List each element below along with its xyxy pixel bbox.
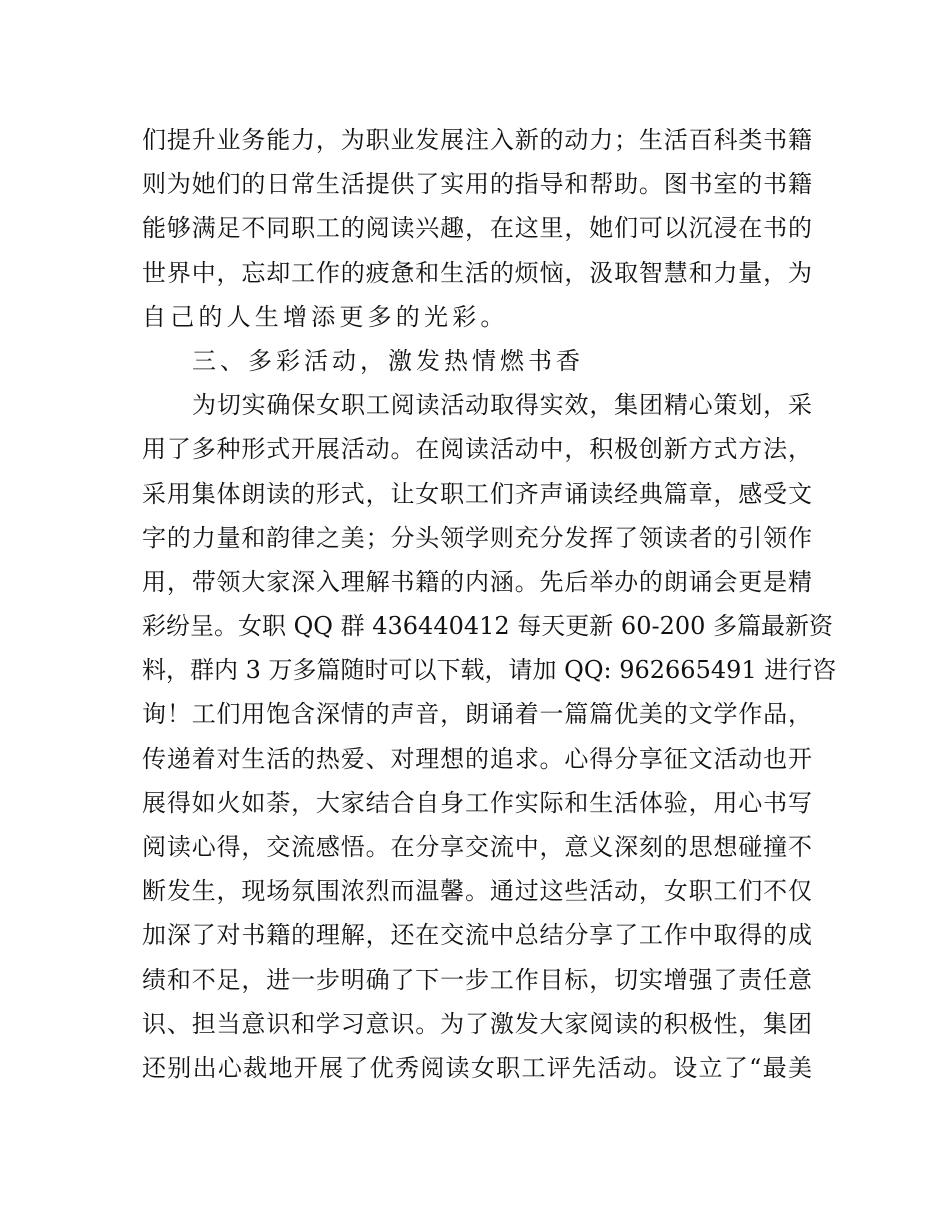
text-line: 传递着对生活的热爱、对理想的追求。心得分享征文活动也开 [142, 744, 812, 773]
text-line: 能够满足不同职工的阅读兴趣，在这里，她们可以沉浸在书的 [142, 214, 812, 243]
text-line: 世界中，忘却工作的疲惫和生活的烦恼，汲取智慧和力量，为 [142, 258, 812, 287]
text-line: 断发生，现场氛围浓烈而温馨。通过这些活动，女职工们不仅 [142, 877, 812, 906]
text-line: 还别出心裁地开展了优秀阅读女职工评先活动。设立了“最美 [142, 1053, 812, 1082]
text-line: 阅读心得，交流感悟。在分享交流中，意义深刻的思想碰撞不 [142, 833, 812, 861]
text-line: 用了多种形式开展活动。在阅读活动中，积极创新方式方法， [142, 435, 812, 464]
text-line: 采用集体朗读的形式，让女职工们齐声诵读经典篇章，感受文 [142, 479, 812, 508]
text-line: 料，群内 3 万多篇随时可以下载，请加 QQ: 962665491 进行咨 [142, 656, 837, 685]
paragraph-1 [142, 118, 812, 339]
text-line: 用，带领大家深入理解书籍的内涵。先后举办的朗诵会更是精 [142, 567, 812, 596]
text-line: 绩和不足，进一步明确了下一步工作目标，切实增强了责任意 [142, 965, 812, 994]
document-body [142, 118, 837, 1090]
text-line: 自己的人生增添更多的光彩。 [142, 302, 509, 331]
text-line: 彩纷呈。女职 QQ 群 436440412 每天更新 60-200 多篇最新资 [142, 612, 834, 641]
text-line: 们提升业务能力，为职业发展注入新的动力；生活百科类书籍 [142, 126, 812, 154]
section-heading: 三、多彩活动，激发热情燃书香 [192, 346, 584, 375]
text-line: 识、担当意识和学习意识。为了激发大家阅读的积极性，集团 [142, 1009, 812, 1038]
text-line: 询！工们用饱含深情的声音，朗诵着一篇篇优美的文学作品， [142, 700, 812, 729]
text-line: 为切实确保女职工阅读活动取得实效，集团精心策划，采 [192, 391, 812, 420]
paragraph-2 [142, 383, 837, 1090]
text-line: 字的力量和韵律之美；分头领学则充分发挥了领读者的引领作 [142, 523, 812, 552]
text-line: 则为她们的日常生活提供了实用的指导和帮助。图书室的书籍 [142, 170, 812, 199]
text-line: 加深了对书籍的理解，还在交流中总结分享了工作中取得的成 [142, 921, 812, 950]
text-line: 展得如火如荼，大家结合自身工作实际和生活体验，用心书写 [142, 788, 812, 817]
